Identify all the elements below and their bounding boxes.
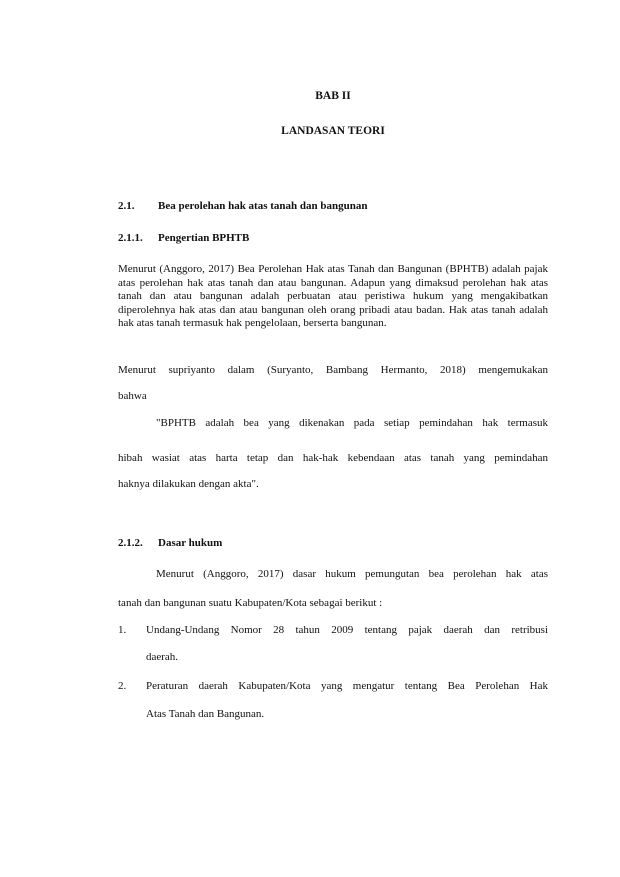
list-item-2-line-1: Peraturan daerah Kabupaten/Kota yang mengatur tentang Bea Perolehan Hak <box>146 680 548 692</box>
section-number: 2.1.2. <box>118 537 143 549</box>
quote-line-1: "BPHTB adalah bea yang dikenakan pada setiap pemindahan hak termasuk <box>156 417 548 429</box>
legal-basis-intro-line-1: Menurut (Anggoro, 2017) dasar hukum pemungutan bea perolehan hak atas <box>156 568 548 580</box>
quote-line-3: haknya dilakukan dengan akta". <box>118 478 259 490</box>
section-title: Pengertian BPHTB <box>158 232 250 244</box>
list-item-1-line-2: daerah. <box>146 651 179 663</box>
quote-line-2: hibah wasiat atas harta tetap dan hak-hak kebendaan atas tanah yang pemindahan <box>118 452 548 464</box>
chapter-number: BAB II <box>315 90 351 102</box>
section-title: Bea perolehan hak atas tanah dan bangunan <box>158 200 368 212</box>
section-number: 2.1. <box>118 200 135 212</box>
list-item-number: 1. <box>118 624 127 636</box>
supriyanto-line-2: bahwa <box>118 390 147 402</box>
section-number: 2.1.1. <box>118 232 143 244</box>
list-item-number: 2. <box>118 680 127 692</box>
legal-basis-intro-line-2: tanah dan bangunan suatu Kabupaten/Kota sebagai berikut : <box>118 597 383 609</box>
list-item-1-line-1: Undang-Undang Nomor 28 tahun 2009 tentang pajak daerah dan retribusi <box>146 624 548 636</box>
supriyanto-line-1: Menurut supriyanto dalam (Suryanto, Bambang Hermanto, 2018) mengemukakan <box>118 364 548 376</box>
chapter-title: LANDASAN TEORI <box>281 125 385 137</box>
section-title: Dasar hukum <box>158 537 223 549</box>
list-item-2-line-2: Atas Tanah dan Bangunan. <box>146 708 265 720</box>
bphtb-definition-paragraph: Menurut (Anggoro, 2017) Bea Perolehan Hak atas Tanah dan Bangunan (BPHTB) adalah pajak atas perolehan hak atas tanah dan atau bangunan. Adapun yang dimaksud perolehan hak atas tanah dan atau bangunan adalah perbuatan atau peristiwa hukum yang mengakibatkan diperolehnya hak atas dan atau bangunan oleh orang pribadi atau badan. Hak atas tanah adalah hak atas tanah termasuk hak pengelolaan, berserta bangunan. <box>118 263 548 330</box>
